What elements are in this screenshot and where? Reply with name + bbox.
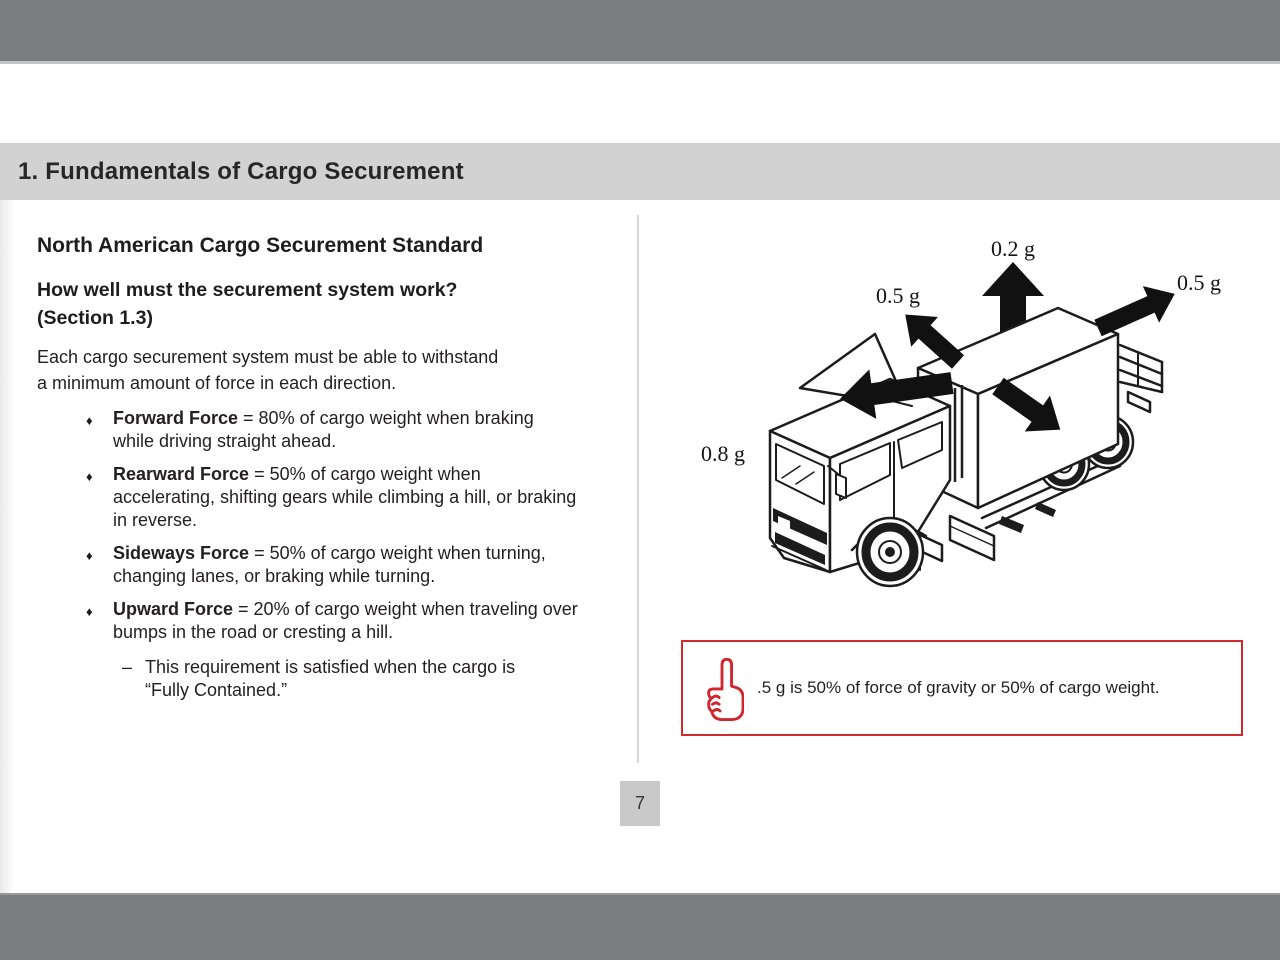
subheading-line-1: How well must the securement system work? [37,279,458,301]
intro-line-2: a minimum amount of force in each direction. [37,373,397,393]
dash-bullet-icon: – [122,657,133,677]
diamond-bullet-icon: ♦ [86,469,93,484]
truck-forces-diagram [650,220,1275,620]
note-box [681,640,1243,736]
label-upward-g: 0.2 g [991,236,1035,261]
sub-bullet-line-1: This requirement is satisfied when the cargo is [145,657,516,677]
force-bullet-list [37,407,612,644]
column-divider [637,215,639,763]
bullet-text: = 20% of cargo weight when traveling over bumps in the road or cresting a hill. [113,599,578,642]
intro-line-1: Each cargo securement system must be able to withstand [37,347,499,367]
sub-bullet-line-2: “Fully Contained.” [145,680,288,700]
diamond-bullet-icon: ♦ [86,548,93,563]
bullet-forward-force [37,407,612,453]
label-rearward-g: 0.5 g [1177,270,1221,295]
diamond-bullet-icon: ♦ [86,413,93,428]
section-title: 1. Fundamentals of Cargo Securement [18,157,464,185]
bullet-term: Upward Force [113,599,234,619]
bullet-term: Sideways Force [113,543,250,563]
sub-bullet-fully-contained [37,656,612,702]
bullet-text: = 50% of cargo weight when accelerating, shifting gears while climbing a hill, or braking in reverse. [113,464,577,530]
page-subheading [37,276,612,332]
note-text: .5 g is 50% of force of gravity or 50% of cargo weight. [757,678,1160,697]
top-gray-bar [0,0,1280,64]
scan-shadow [0,200,14,893]
text-column [37,234,612,702]
bullet-upward-force [37,598,612,644]
bullet-rearward-force [37,463,612,532]
bullet-sideways-force [37,542,612,588]
bullet-term: Rearward Force [113,464,250,484]
bullet-text: = 80% of cargo weight when braking while driving straight ahead. [113,408,534,451]
diamond-bullet-icon: ♦ [86,604,93,619]
front-wheel [857,518,923,586]
bullet-term: Forward Force [113,408,239,428]
intro-paragraph [37,344,612,396]
page-number: 7 [634,793,645,813]
subheading-line-2: (Section 1.3) [37,307,153,329]
label-sideways-g: 0.5 g [876,283,920,308]
bottom-gray-bar [0,893,1280,960]
label-forward-g: 0.8 g [701,441,745,466]
section-header-band [0,143,1280,200]
pointing-hand-icon [700,653,744,723]
page-number-box [620,781,660,826]
bullet-text: = 50% of cargo weight when turning, changing lanes, or braking while turning. [113,543,546,586]
page-heading: North American Cargo Securement Standard [37,234,484,257]
